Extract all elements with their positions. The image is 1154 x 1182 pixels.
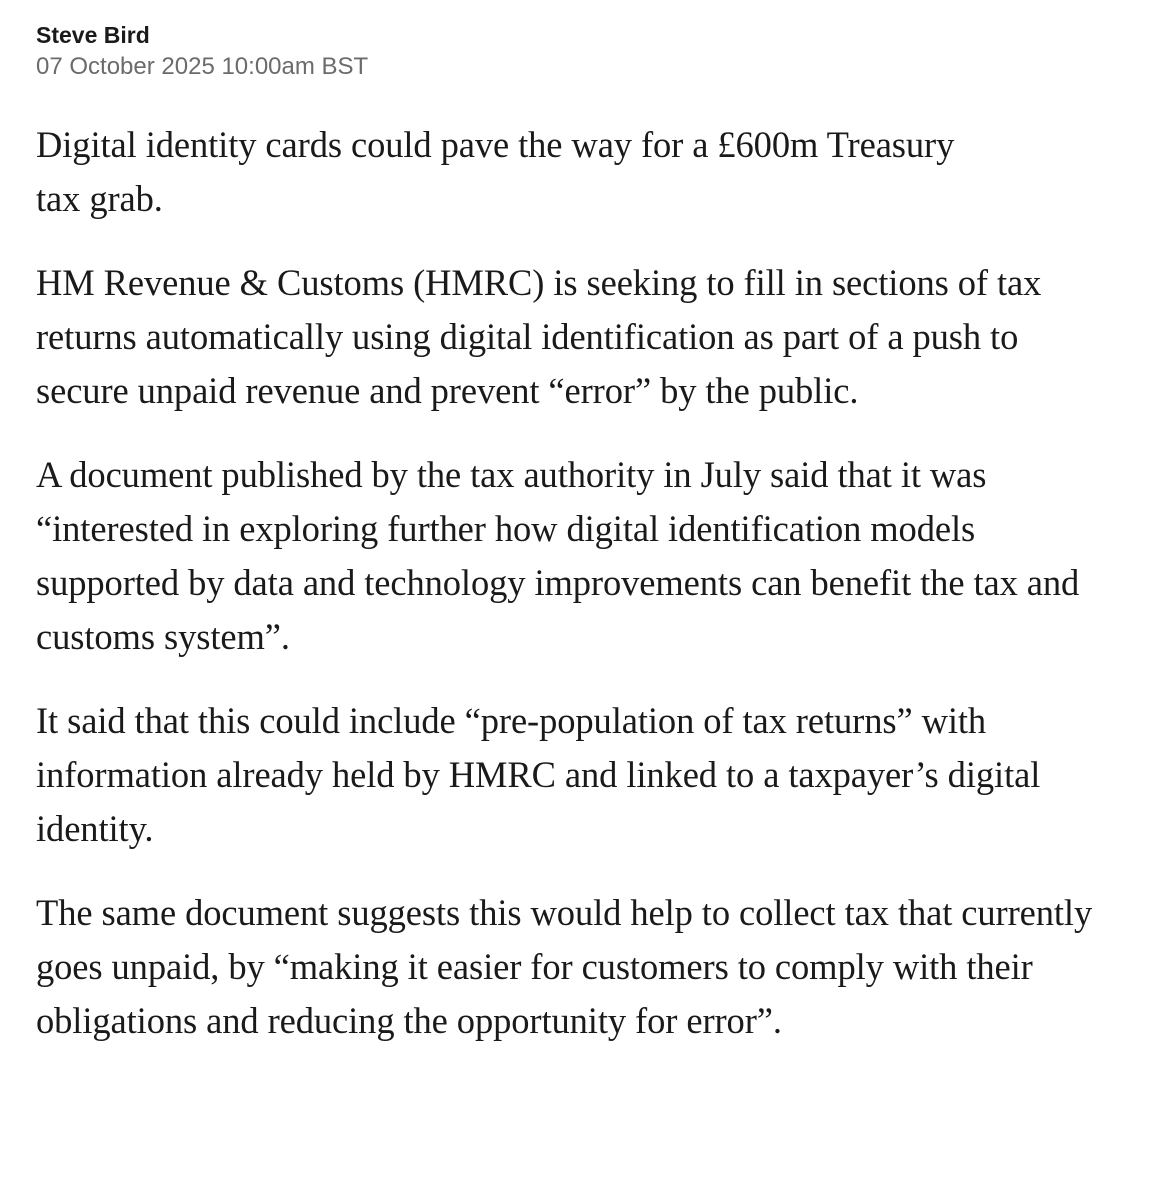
publish-date: 07 October 2025 10:00am BST bbox=[36, 53, 369, 80]
paragraph-4: It said that this could include “pre-population of tax returns” with information already held by HMRC and linked to a taxpayer’s digital identity. bbox=[36, 700, 1041, 849]
paragraph-1: Digital identity cards could pave the way for a £600m Treasury tax grab. bbox=[36, 124, 955, 219]
article-byline bbox=[36, 20, 368, 82]
author-name[interactable]: Steve Bird bbox=[36, 22, 150, 48]
paragraph-2: HM Revenue & Customs (HMRC) is seeking to fill in sections of tax returns automatically using digital identification as part of a push to secure unpaid revenue and prevent “error” by the public. bbox=[36, 262, 1042, 411]
paragraph-5: The same document suggests this would help to collect tax that currently goes unpaid, by “making it easier for customers to comply with their obligations and reducing the opportunity for error”. bbox=[36, 892, 1093, 1041]
article-body bbox=[36, 118, 1126, 1078]
paragraph-3: A document published by the tax authority in July said that it was “interested in exploring further how digital identification models supported by data and technology improvements can benefit the tax and customs system”. bbox=[36, 454, 1080, 657]
